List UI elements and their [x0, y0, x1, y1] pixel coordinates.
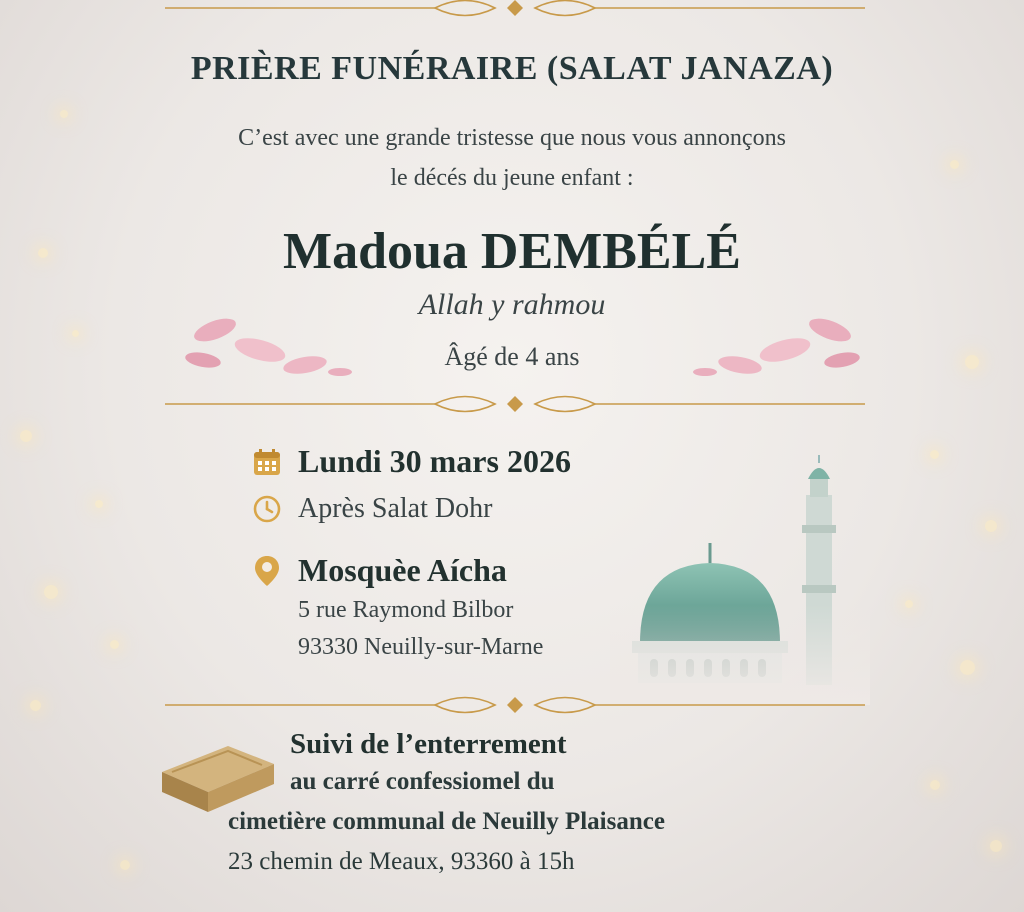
calendar-icon	[250, 445, 284, 479]
address-line-2: 93330 Neuilly-sur-Marne	[298, 634, 544, 660]
burial-line-1: Suivi de l’enterrement	[290, 728, 567, 760]
burial-line-3: cimetière communal de Neuilly Plaisance	[228, 808, 665, 835]
location-pin-icon	[250, 554, 284, 588]
prayer-phrase: Allah y rahmou	[418, 288, 606, 321]
top-ornament-divider	[165, 0, 865, 20]
page-title: PRIÈRE FUNÉRAIRE (SALAT JANAZA)	[190, 50, 834, 87]
address-line-1: 5 rue Raymond Bilbor	[298, 597, 514, 623]
ceremony-place-row	[250, 552, 507, 589]
deceased-age: Âgé de 4 ans	[444, 342, 580, 371]
deceased-name: Madoua DEMBÉLÉ	[283, 223, 741, 280]
burial-line-4: 23 chemin de Meaux, 93360 à 15h	[228, 848, 575, 875]
mosque-illustration	[610, 455, 870, 705]
intro-line-1: C’est avec une grande tristesse que nous vous annonçons	[238, 125, 786, 151]
ceremony-place: Mosquèe Aícha	[298, 552, 507, 588]
intro-text	[0, 118, 1024, 198]
middle-ornament-divider	[165, 392, 865, 416]
mosque-address	[298, 592, 543, 666]
petals-right-decoration	[660, 310, 870, 380]
ceremony-date-row	[250, 443, 571, 480]
petals-left-decoration	[175, 310, 385, 380]
intro-line-2: le décés du jeune enfant :	[390, 165, 634, 191]
clock-icon	[250, 492, 284, 526]
ceremony-time-row	[250, 492, 492, 526]
coffin-icon	[158, 742, 278, 814]
bottom-ornament-divider	[165, 693, 865, 717]
burial-line-2: au carré confessiomel du	[290, 768, 555, 795]
ceremony-date: Lundi 30 mars 2026	[298, 443, 571, 479]
ceremony-time: Après Salat Dohr	[298, 493, 493, 524]
